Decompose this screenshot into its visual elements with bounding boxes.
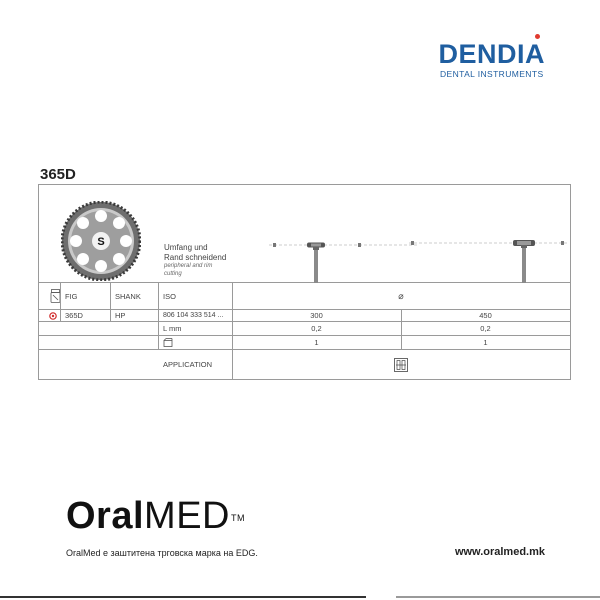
diamond-disc-image: [61, 201, 141, 281]
product-description: [164, 243, 226, 278]
product-row: [39, 310, 570, 322]
oralmed-logo: [66, 496, 245, 536]
description-de-line1: Umfang und: [164, 243, 208, 252]
disc-letter: S: [97, 236, 105, 248]
brand-name: DENDIA: [438, 39, 545, 69]
logo-oral: Oral: [66, 495, 145, 537]
spec-table: [38, 184, 571, 380]
pack-quantity-icon: [163, 336, 173, 349]
dendia-logo: [438, 40, 545, 79]
packaging-vial-icon: [45, 283, 65, 309]
header-iso: ISO: [163, 291, 176, 301]
row-shank: HP: [115, 311, 126, 320]
pack-row: [39, 336, 570, 350]
description-de-line2: Rand schneidend: [164, 253, 227, 262]
header-fig: FIG: [65, 291, 78, 301]
row-fig: 365D: [65, 311, 83, 320]
row-iso: 806 104 333 514 ...: [163, 312, 224, 319]
table-header-row: [39, 283, 570, 310]
logo-tm: TM: [231, 513, 245, 523]
footer-tagline: OralMed е заштитена трговска марка на EDG.: [66, 548, 258, 558]
product-code: 365D: [40, 166, 76, 183]
length-row: [39, 322, 570, 336]
instrument-silhouette-300: [269, 233, 419, 283]
instrument-silhouette-450: [409, 233, 569, 283]
row-size-2: 450: [479, 311, 492, 320]
logo-med: MED: [144, 495, 230, 537]
product-visual-area: [39, 185, 570, 283]
brand-subtitle: DENTAL INSTRUMENTS: [439, 69, 544, 79]
pack-value-1: 1: [314, 338, 319, 347]
header-shank: SHANK: [115, 291, 141, 301]
bottom-divider: [0, 594, 600, 600]
bottom-bar-dark: [0, 596, 366, 598]
length-value-1: 0,2: [311, 324, 322, 333]
application-label: APPLICATION: [163, 360, 213, 369]
description-en-line2: cutting: [164, 270, 182, 277]
pack-value-2: 1: [483, 338, 488, 347]
application-row: [39, 350, 570, 379]
bottom-bar-light: [396, 596, 600, 598]
length-value-2: 0,2: [480, 324, 491, 333]
header-diameter: ⌀: [398, 290, 404, 301]
description-en-line1: peripheral and rim: [164, 263, 213, 269]
length-label: L mm: [163, 324, 182, 333]
shape-marker-icon: [45, 310, 60, 321]
application-icon: [232, 350, 570, 379]
row-size-1: 300: [310, 311, 323, 320]
footer-url[interactable]: www.oralmed.mk: [454, 546, 545, 558]
